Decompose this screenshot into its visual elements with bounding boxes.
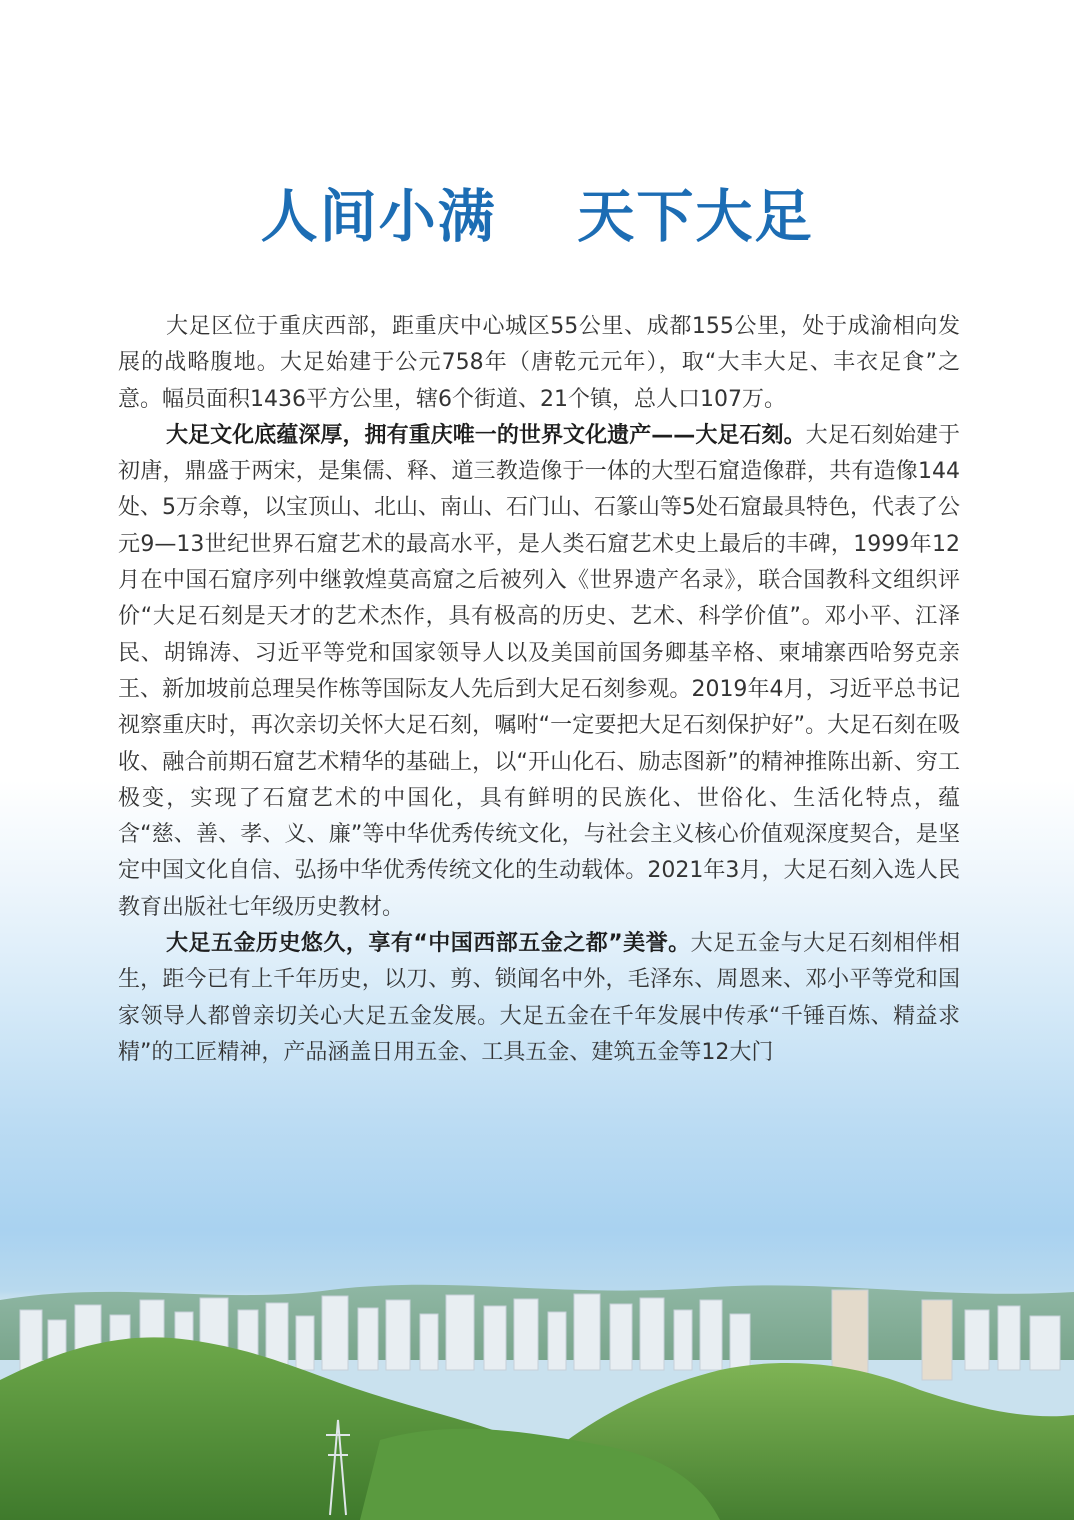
page-title: 人间小满 天下大足	[260, 183, 814, 250]
paragraph-text: 大足石刻始建于初唐，鼎盛于两宋，是集儒、释、道三教造像于一体的大型石窟造像群，共有造像144处、5万余尊，以宝顶山、北山、南山、石门山、石篆山等5处石窟最具特色，代表了公元9—13世纪世界石窟艺术的最高水平，是人类石窟艺术史上最后的丰碑，1999年12月在中国石窟序列中继敦煌莫高窟之后被列入《世界遗产名录》，联合国教科文组织评价“大足石刻是天才的艺术杰作，具有极高的历史、艺术、科学价值”。邓小平、江泽民、胡锦涛、习近平等党和国家领导人以及美国前国务卿基辛格、柬埔寨西哈努克亲王、新加坡前总理吴作栋等国际友人先后到大足石刻参观。2019年4月，习近平总书记视察重庆时，再次亲切关怀大足石刻，嘱咐“一定要把大足石刻保护好”。大足石刻在吸收、融合前期石窟艺术精华的基础上，以“开山化石、励志图新”的精神推陈出新、穷工极变，实现了石窟艺术的中国化，具有鲜明的民族化、世俗化、生活化特点，蕴含“慈、善、孝、义、廉”等中华优秀传统文化，与社会主义核心价值观深度契合，是坚定中国文化自信、弘扬中华优秀传统文化的生动载体。2021年3月，大足石刻入选人民教育出版社七年级历史教材。	[118, 422, 960, 920]
paragraph-lead: 大足五金历史悠久，享有“中国西部五金之都”美誉。	[166, 931, 691, 957]
paragraph-hardware	[118, 926, 960, 1071]
paragraph-text: 大足五金与大足石刻相伴相生，距今已有上千年历史，以刀、剪、锁闻名中外，毛泽东、周恩来、邓小平等党和国家领导人都曾亲切关心大足五金发展。大足五金在千年发展中传承“千锤百炼、精益求精”的工匠精神，产品涵盖日用五金、工具五金、建筑五金等12大门	[118, 931, 960, 1065]
paragraph-text: 大足区位于重庆西部，距重庆中心城区55公里、成都155公里，处于成渝相向发展的战略腹地。大足始建于公元758年（唐乾元元年），取“大丰大足、丰衣足食”之意。幅员面积1436平方公里，辖6个街道、21个镇，总人口107万。	[118, 314, 960, 412]
city-landscape-image	[0, 1270, 1074, 1520]
article-body	[118, 309, 960, 1071]
paragraph-stone-carvings	[118, 418, 960, 926]
paragraph-intro	[118, 309, 960, 418]
paragraph-lead: 大足文化底蕴深厚，拥有重庆唯一的世界文化遗产——大足石刻。	[166, 422, 806, 448]
